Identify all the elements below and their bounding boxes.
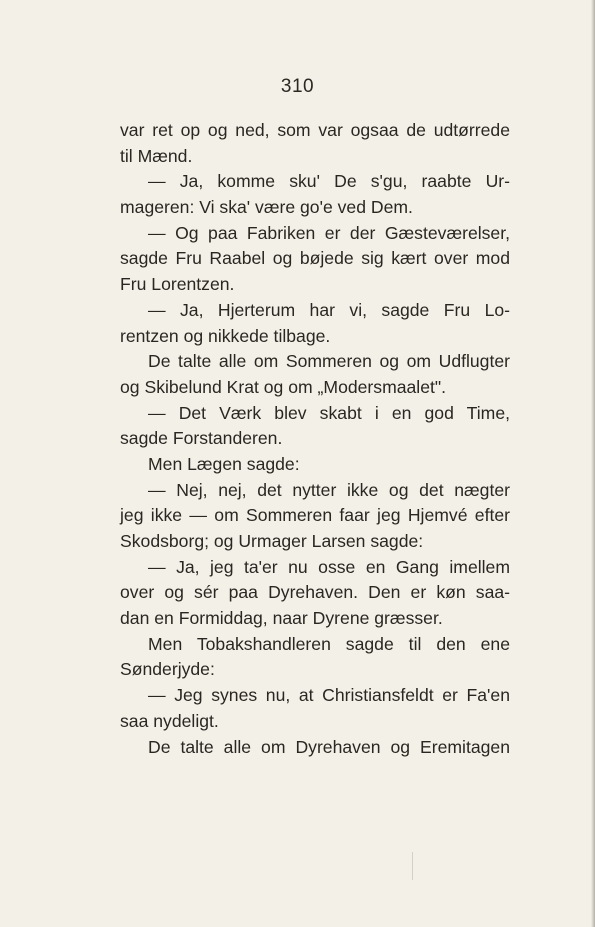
text-line: — Nej, nej, det nytter ikke og det nægter	[148, 479, 510, 500]
text-line: — Ja, komme sku' De s'gu, raabte Ur-	[148, 171, 510, 192]
text-line: Fru Lorentzen.	[120, 274, 235, 295]
text-line: saa nydeligt.	[120, 710, 219, 731]
text-line: Skodsborg; og Urmager Larsen sagde:	[120, 531, 424, 551]
text-line: rentzen og nikkede tilbage.	[120, 325, 331, 346]
text-line: — Og paa Fabriken er der Gæsteværelser,	[148, 222, 510, 243]
paper-mark	[412, 852, 413, 880]
text-line: Sønderjyde:	[120, 659, 215, 680]
text-line: over og sér paa Dyrehaven. Den er køn saa-	[120, 582, 510, 603]
text-line: De talte alle om Sommeren og om Udflugter	[148, 351, 510, 372]
text-line: og Skibelund Krat og om „Modersmaalet".	[120, 376, 447, 397]
text-line: jeg ikke — om Sommeren faar jeg Hjemvé efter	[120, 505, 510, 526]
text-line: Men Lægen sagde:	[148, 453, 300, 474]
text-line: sagde Fru Raabel og bøjede sig kært over mod	[120, 248, 510, 269]
text-line: — Ja, Hjerterum har vi, sagde Fru Lo-	[148, 299, 510, 320]
page-edge-shadow	[591, 0, 595, 927]
text-line: De talte alle om Dyrehaven og Eremitagen	[148, 736, 510, 757]
text-line: til Mænd.	[120, 145, 193, 166]
body-text	[120, 118, 510, 760]
text-line: — Det Værk blev skabt i en god Time,	[148, 402, 510, 423]
text-line: var ret op og ned, som var ogsaa de udtørrede	[120, 120, 510, 140]
text-line: Men Tobakshandleren sagde til den ene	[148, 633, 510, 654]
text-line: — Jeg synes nu, at Christiansfeldt er Fa'en	[148, 685, 510, 706]
text-line: dan en Formiddag, naar Dyrene græsser.	[120, 608, 443, 629]
page-number: 310	[280, 76, 315, 97]
text-line: — Ja, jeg ta'er nu osse en Gang imellem	[148, 556, 510, 577]
text-line: mageren: Vi ska' være go'e ved Dem.	[120, 197, 413, 218]
text-line: sagde Forstanderen.	[120, 428, 283, 449]
